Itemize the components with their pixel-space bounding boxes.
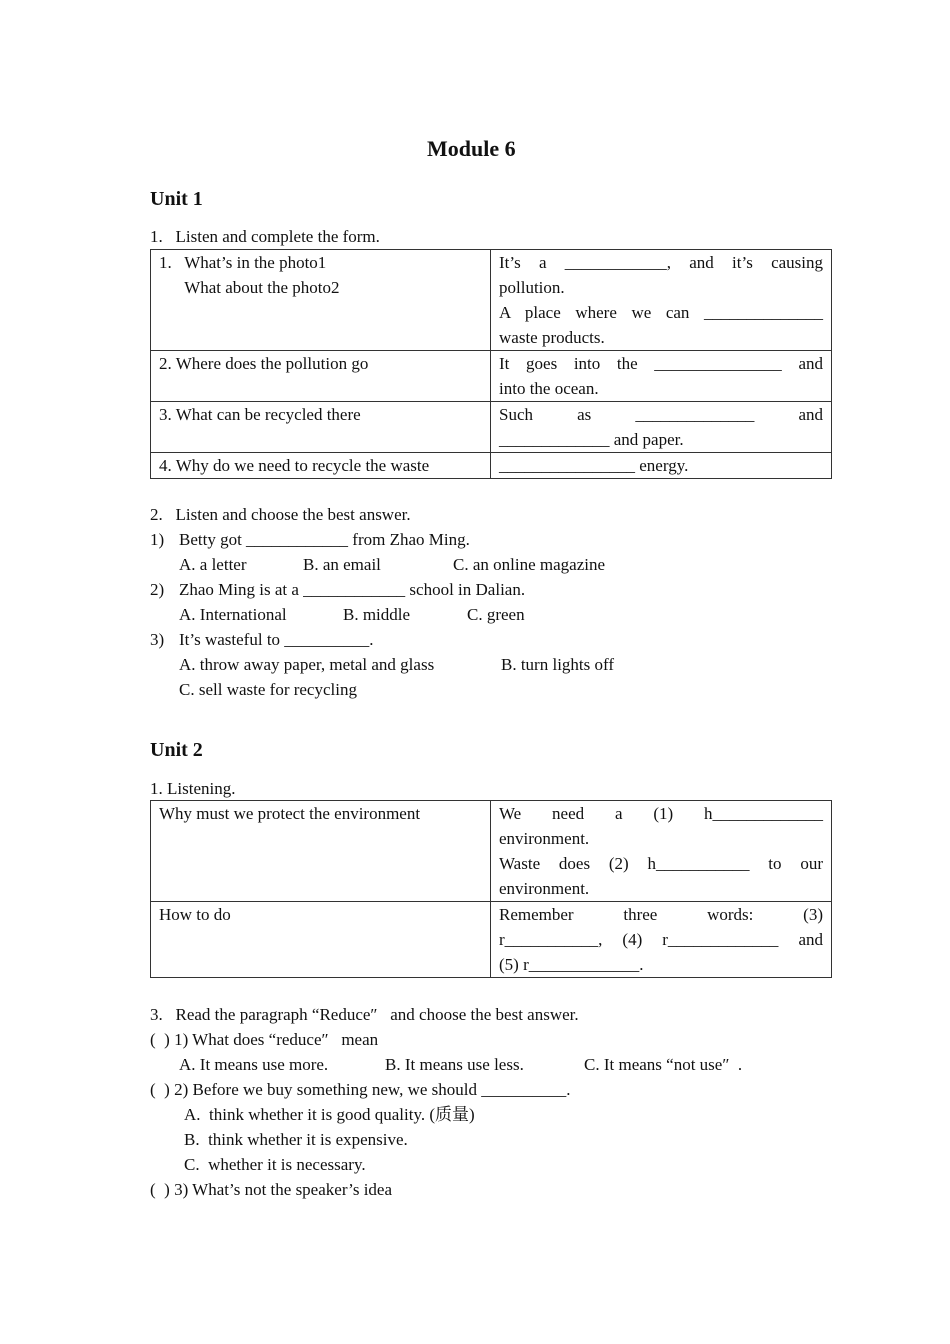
unit1-q1-label: 1. Listen and complete the form.	[150, 227, 380, 246]
option-a[interactable]: A. think whether it is good quality. (质量)	[184, 1105, 475, 1124]
table-cell-answer[interactable]: Remember three words: (3) r___________, (4) r_____________ and (5) r_____________.	[491, 902, 832, 978]
option-c[interactable]: C. green	[467, 605, 525, 624]
option-c[interactable]: C. whether it is necessary.	[184, 1155, 366, 1174]
table-cell-answer[interactable]: It goes into the _______________ and into the ocean.	[491, 351, 832, 402]
table-row	[151, 801, 832, 902]
question-number: 3)	[150, 630, 165, 649]
table-cell-answer[interactable]: Such as ______________ and _____________ and paper.	[491, 402, 832, 453]
unit2-heading: Unit 2	[150, 739, 203, 761]
option-b[interactable]: B. think whether it is expensive.	[184, 1130, 408, 1149]
unit2-q3-label: 3. Read the paragraph “Reduce″ and choose the best answer.	[150, 1005, 579, 1024]
unit1-heading: Unit 1	[150, 188, 203, 210]
question-stem: ( ) 2) Before we buy something new, we should __________.	[150, 1080, 571, 1099]
option-c[interactable]: C. It means “not use″ .	[584, 1055, 743, 1074]
question-stem: It’s wasteful to __________.	[179, 630, 374, 649]
table-cell-question: 1. What’s in the photo1 What about the photo2	[151, 250, 491, 351]
table-cell-answer[interactable]: We need a (1) h_____________ environment. Waste does (2) h___________ to our environment.	[491, 801, 832, 902]
table-cell-question: Why must we protect the environment	[151, 801, 491, 902]
unit2-form-table	[150, 800, 832, 978]
page-title: Module 6	[427, 136, 516, 161]
question-stem: ( ) 1) What does “reduce″ mean	[150, 1030, 379, 1049]
option-b[interactable]: B. middle	[343, 605, 411, 624]
table-cell-answer[interactable]: It’s a ____________, and it’s causing pollution. A place where we can ______________ waste products.	[491, 250, 832, 351]
option-a[interactable]: A. It means use more.	[179, 1055, 329, 1074]
option-b[interactable]: B. turn lights off	[501, 655, 615, 674]
table-cell-answer[interactable]: ________________ energy.	[491, 453, 832, 479]
table-cell-question: 4. Why do we need to recycle the waste	[151, 453, 491, 479]
question-stem: Betty got ____________ from Zhao Ming.	[179, 530, 470, 549]
option-a[interactable]: A. International	[179, 605, 287, 624]
table-row	[151, 250, 832, 351]
unit1-q2-label: 2. Listen and choose the best answer.	[150, 505, 411, 524]
question-number: 1)	[150, 530, 165, 549]
question-number: 2)	[150, 580, 165, 599]
option-b[interactable]: B. an email	[303, 555, 381, 574]
table-cell-question: 3. What can be recycled there	[151, 402, 491, 453]
option-a[interactable]: A. a letter	[179, 555, 247, 574]
question-stem: Zhao Ming is at a ____________ school in Dalian.	[179, 580, 526, 599]
option-b[interactable]: B. It means use less.	[385, 1055, 524, 1074]
table-row	[151, 453, 832, 479]
question-stem: ( ) 3) What’s not the speaker’s idea	[150, 1180, 393, 1199]
table-row	[151, 902, 832, 978]
option-a[interactable]: A. throw away paper, metal and glass	[179, 655, 435, 674]
unit1-form-table	[150, 249, 832, 479]
table-cell-question: How to do	[151, 902, 491, 978]
table-row	[151, 402, 832, 453]
unit2-q1-label: 1. Listening.	[150, 779, 236, 798]
table-row	[151, 351, 832, 402]
option-c[interactable]: C. an online magazine	[453, 555, 606, 574]
option-c[interactable]: C. sell waste for recycling	[179, 680, 357, 699]
table-cell-question: 2. Where does the pollution go	[151, 351, 491, 402]
